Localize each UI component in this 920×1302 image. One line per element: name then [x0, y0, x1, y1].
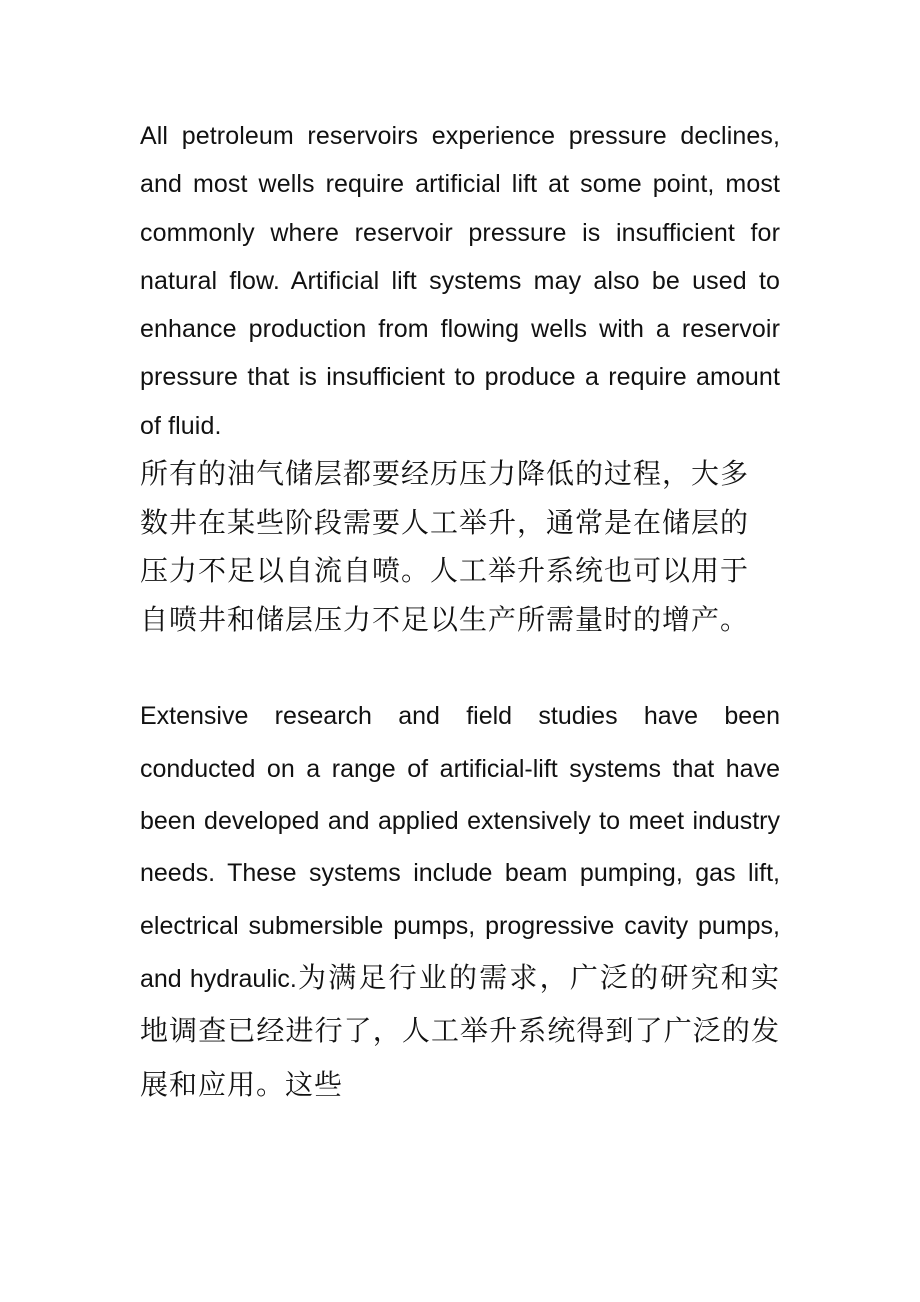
paragraph-spacer	[140, 644, 780, 692]
paragraph-1-chinese: 所有的油气储层都要经历压力降低的过程，大多数井在某些阶段需要人工举升，通常是在储层的压力不足以自流自喷。人工举升系统也可以用于自喷井和储层压力不足以生产所需量时的增产。	[140, 457, 750, 636]
paragraph-2-english: Extensive research and field studies have been conducted on a range of artificial-lift systems that have been developed and applied extensively to meet industry needs. These systems include beam pumping, gas lift, electrical submersible pumps, progressive cavity pumps, and hydraulic.	[140, 702, 780, 993]
document-body	[140, 112, 780, 1114]
paragraph-2-chinese: 为满足行业的需求，广泛的研究和实地调查已经进行了，人工举升系统得到了广泛的发展和应用。这些	[140, 960, 780, 1101]
paragraph-2	[140, 692, 780, 1113]
paragraph-1-english: All petroleum reservoirs experience pressure declines, and most wells require artificial lift at some point, most commonly where reservoir pressure is insufficient for natural flow. Artificial lift systems may also be used to enhance production from flowing wells with a reservoir pressure that is insufficient to produce a require amount of fluid.	[140, 122, 780, 440]
